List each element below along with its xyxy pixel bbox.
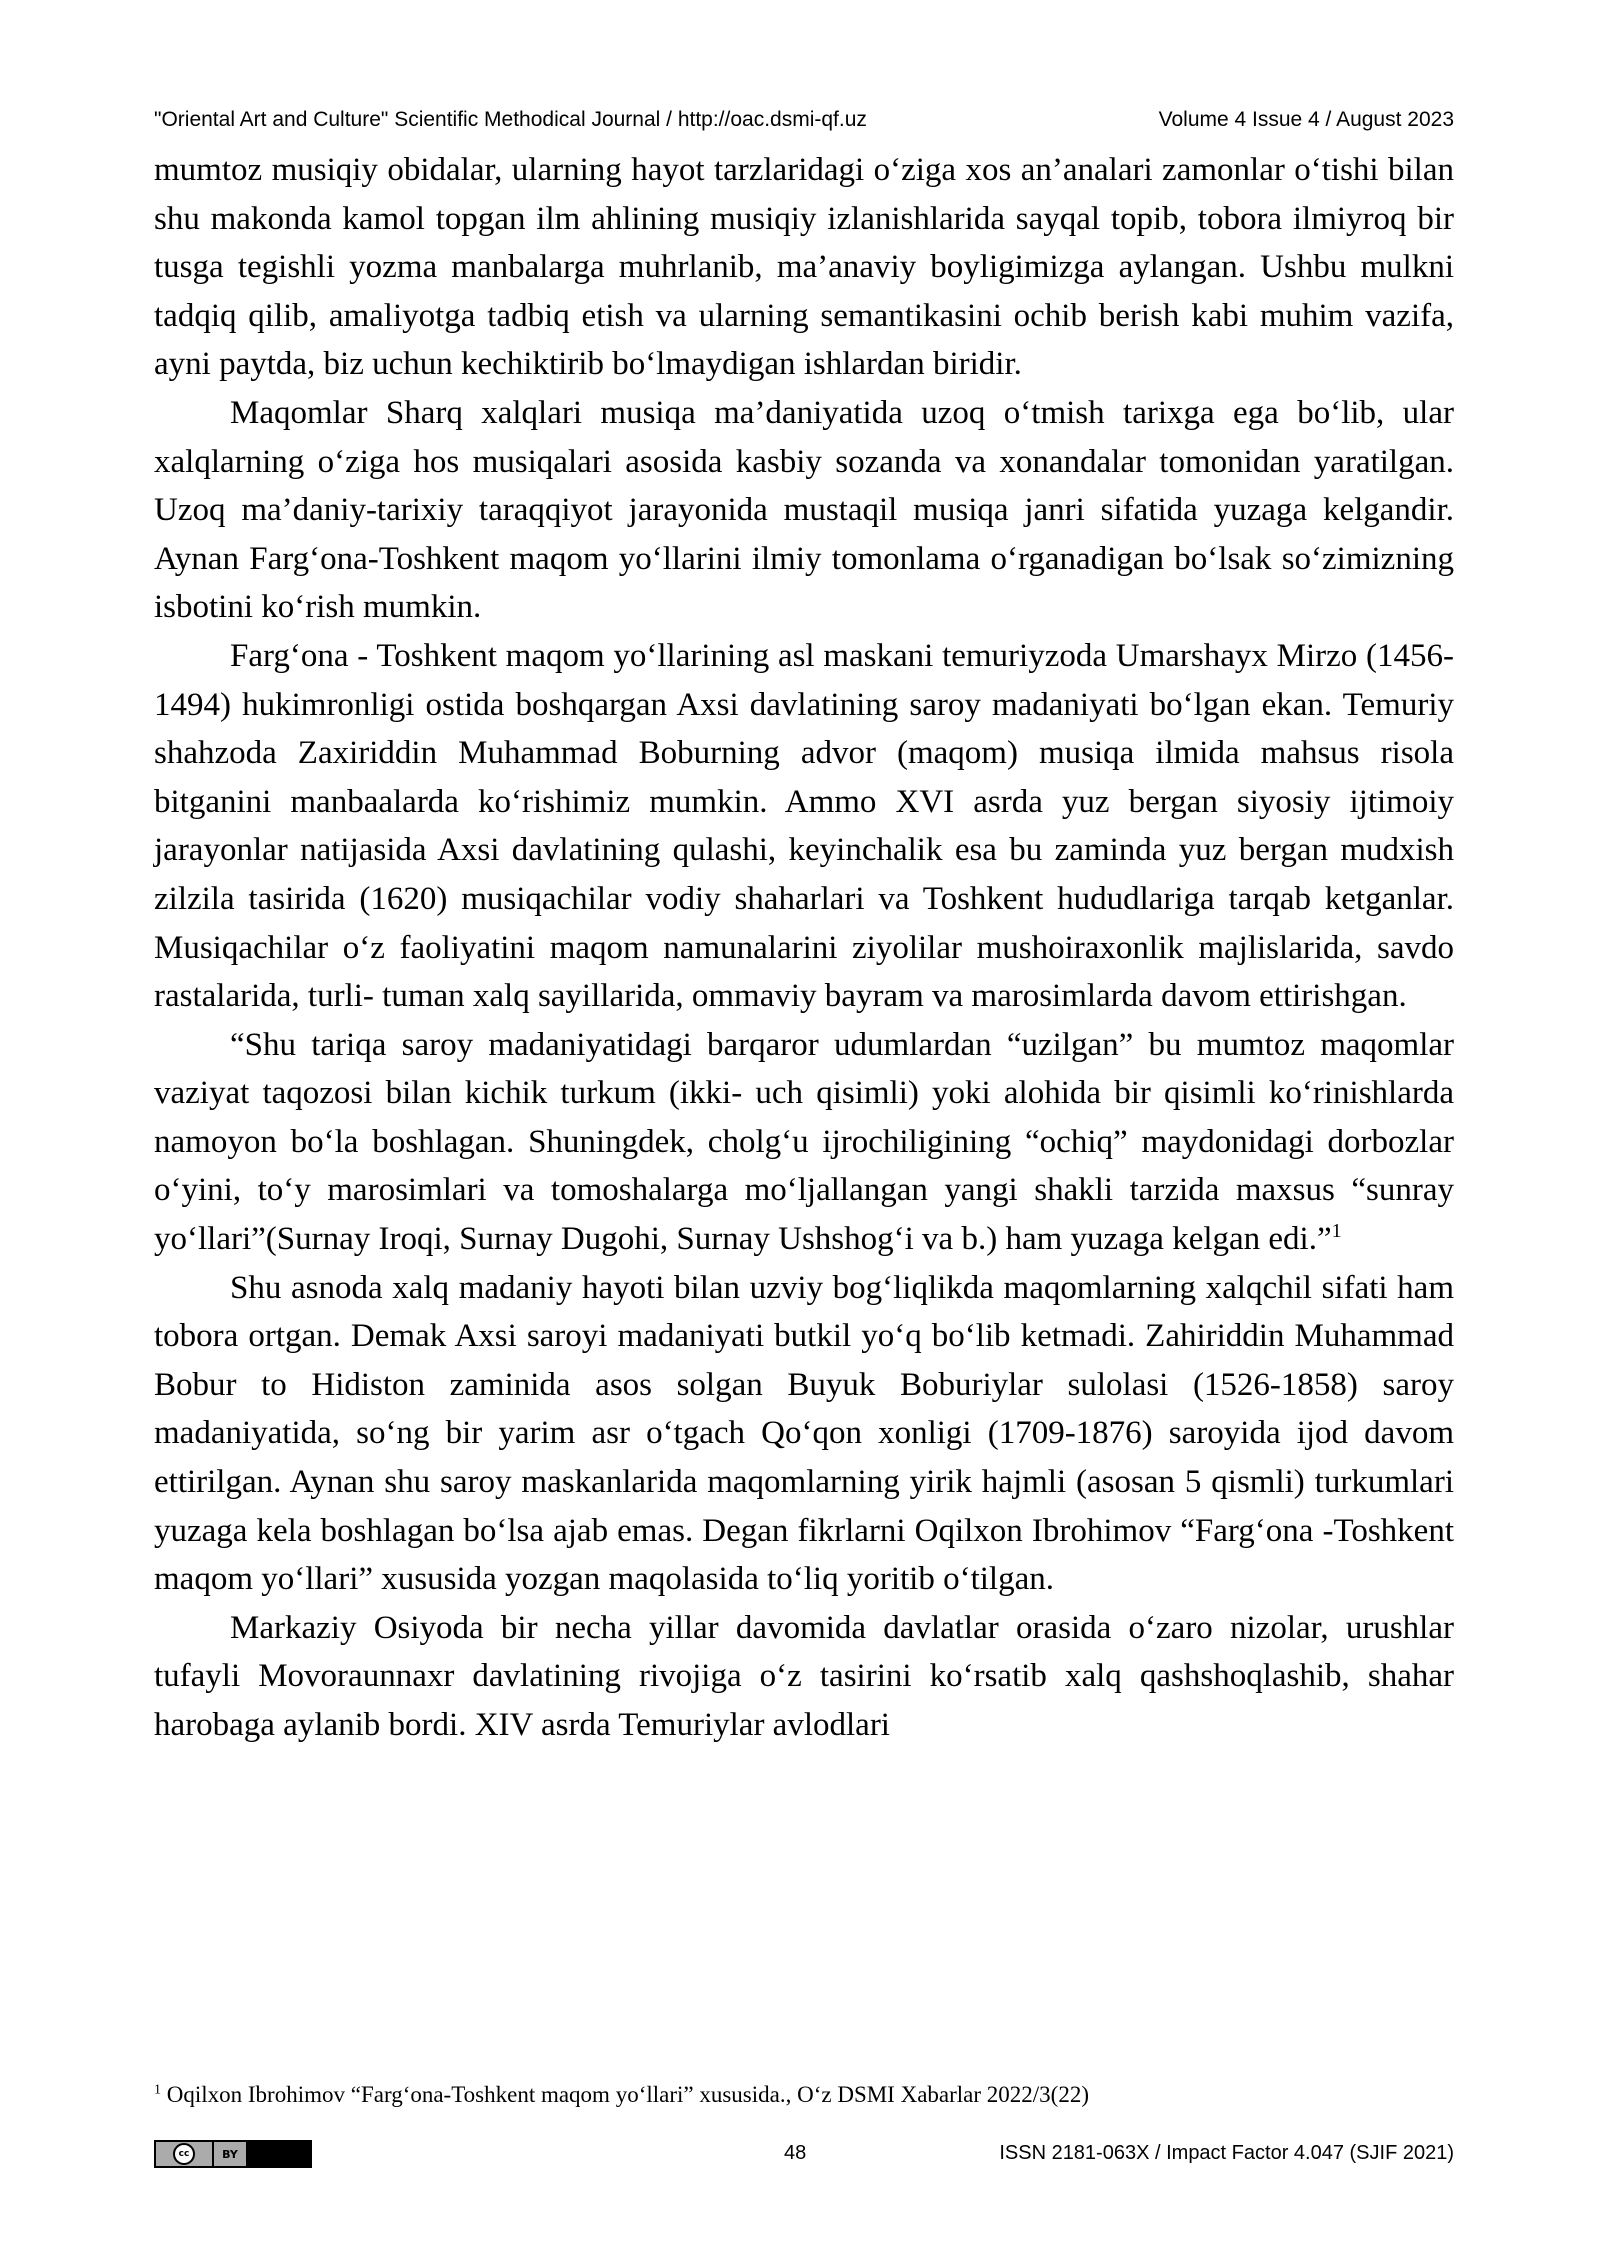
paragraph-4 [154, 1021, 1454, 1264]
footnote-ref[interactable]: 1 [1331, 1220, 1342, 1243]
paragraph-5: Shu asnoda xalq madaniy hayoti bilan uzviy bog‘liqlikda maqomlarning xalqchil sifati ham tobora ortgan. Demak Axsi saroyi madaniyati butkil yo‘q bo‘lib ketmadi. Zahiriddin Muhammad Bobur to Hidiston zaminida asos solgan Buyuk Boburiylar sulolasi (1526-1858) saroy madaniyatida, so‘ng bir yarim asr o‘tgach Qo‘qon xonligi (1709-1876) saroyida ijod davom ettirilgan. Aynan shu saroy maskanlarida maqomlarning yirik hajmli (asosan 5 qismli) turkumlari yuzaga kela boshlagan bo‘lsa ajab emas. Degan fikrlarni Oqilxon Ibrohimov “Farg‘ona -Toshkent maqom yo‘llari” xususida yozgan maqolasida to‘liq yoritib o‘tilgan. [154, 1269, 1454, 1598]
footnote-text: Oqilxon Ibrohimov “Farg‘ona-Toshkent maqom yo‘llari” xususida., O‘z DSMI Xabarlar 2022/3(22) [161, 2082, 1089, 2107]
page-number: 48 [784, 2142, 807, 2164]
running-header [154, 108, 1454, 138]
issn-impact-factor: ISSN 2181-063X / Impact Factor 4.047 (SJIF 2021) [999, 2142, 1454, 2164]
footnote [154, 2082, 1454, 2108]
paragraph-6: Markaziy Osiyoda bir necha yillar davomida davlatlar orasida o‘zaro nizolar, urushlar tufayli Movoraunnaxr davlatining rivojiga o‘z tasirini ko‘rsatib xalq qashshoqlashib, shahar harobaga aylanib bordi. XIV asrda Temuriylar avlodlari [154, 1609, 1454, 1743]
page-footer [154, 2136, 1454, 2176]
paragraph-2: Maqomlar Sharq xalqlari musiqa ma’daniyatida uzoq o‘tmish tarixga ega bo‘lib, ular xalqlarning o‘ziga hos musiqalari asosida kasbiy sozanda va xonandalar tomonidan yaratilgan. Uzoq ma’daniy-tarixiy taraqqiyot jarayonida mustaqil musiqa janri sifatida yuzaga kelgandir. Aynan Farg‘ona-Toshkent maqom yo‘llarini ilmiy tomonlama o‘rganadigan bo‘lsak so‘zimizning isbotini ko‘rish mumkin. [154, 394, 1454, 626]
volume-issue: Volume 4 Issue 4 / August 2023 [1158, 108, 1454, 131]
paragraph-1: mumtoz musiqiy obidalar, ularning hayot tarzlaridagi o‘ziga xos an’analari zamonlar o‘tishi bilan shu makonda kamol topgan ilm ahlining musiqiy izlanishlarida sayqal topib, tobora ilmiyroq bir tusga tegishli yozma manbalarga muhrlanib, ma’anaviy boyligimizga aylangan. Ushbu mulkni tadqiq qilib, amaliyotga tadbiq etish va ularning semantikasini ochib berish kabi muhim vazifa, ayni paytda, biz uchun kechiktirib bo‘lmaydigan ishlardan biridir. [154, 152, 1454, 383]
footnote-number: 1 [154, 2082, 161, 2098]
cc-icon: cc [156, 2142, 214, 2166]
paragraph-4-text: “Shu tariqa saroy madaniyatidagi barqaror udumlardan “uzilgan” bu mumtoz maqomlar vaziyat taqozosi bilan kichik turkum (ikki- uch qisimli) yoki alohida bir qisimli ko‘rinishlarda namoyon bo‘la boshlagan. Shuningdek, cholg‘u ijrochiligining “ochiq” maydonidagi dorbozlar o‘yini, to‘y marosimlari va tomoshalarga mo‘ljallangan yangi shakli tarzida maxsus “sunray yo‘llari”(Surnay Iroqi, Surnay Dugohi, Surnay Ushshog‘i va b.) ham yuzaga kelgan edi.” [154, 1026, 1454, 1258]
article-body [154, 146, 1454, 1750]
by-icon: BY [214, 2142, 246, 2166]
journal-title: "Oriental Art and Culture" Scientific Methodical Journal / http://oac.dsmi-qf.uz [154, 108, 867, 131]
cc-by-license-badge[interactable] [154, 2140, 312, 2168]
paragraph-3: Farg‘ona - Toshkent maqom yo‘llarining asl maskani temuriyzoda Umarshayx Mirzo (1456-1494) hukimronligi ostida boshqargan Axsi davlatining saroy madaniyati bo‘lgan ekan. Temuriy shahzoda Zaxiriddin Muhammad Boburning advor (maqom) musiqa ilmida mahsus risola bitganini manbaalarda ko‘rishimiz mumkin. Ammo XVI asrda yuz bergan siyosiy ijtimoiy jarayonlar natijasida Axsi davlatining qulashi, keyinchalik esa bu zaminda yuz bergan mudxish zilzila tasirida (1620) musiqachilar vodiy shaharlari va Toshkent hududlariga tarqab ketganlar. Musiqachilar o‘z faoliyatini maqom namunalarini ziyolilar mushoiraxonlik majlislarida, savdo rastalarida, turli- tuman xalq sayillarida, ommaviy bayram va marosimlarda davom ettirishgan. [154, 637, 1454, 1015]
badge-fill [246, 2142, 310, 2166]
